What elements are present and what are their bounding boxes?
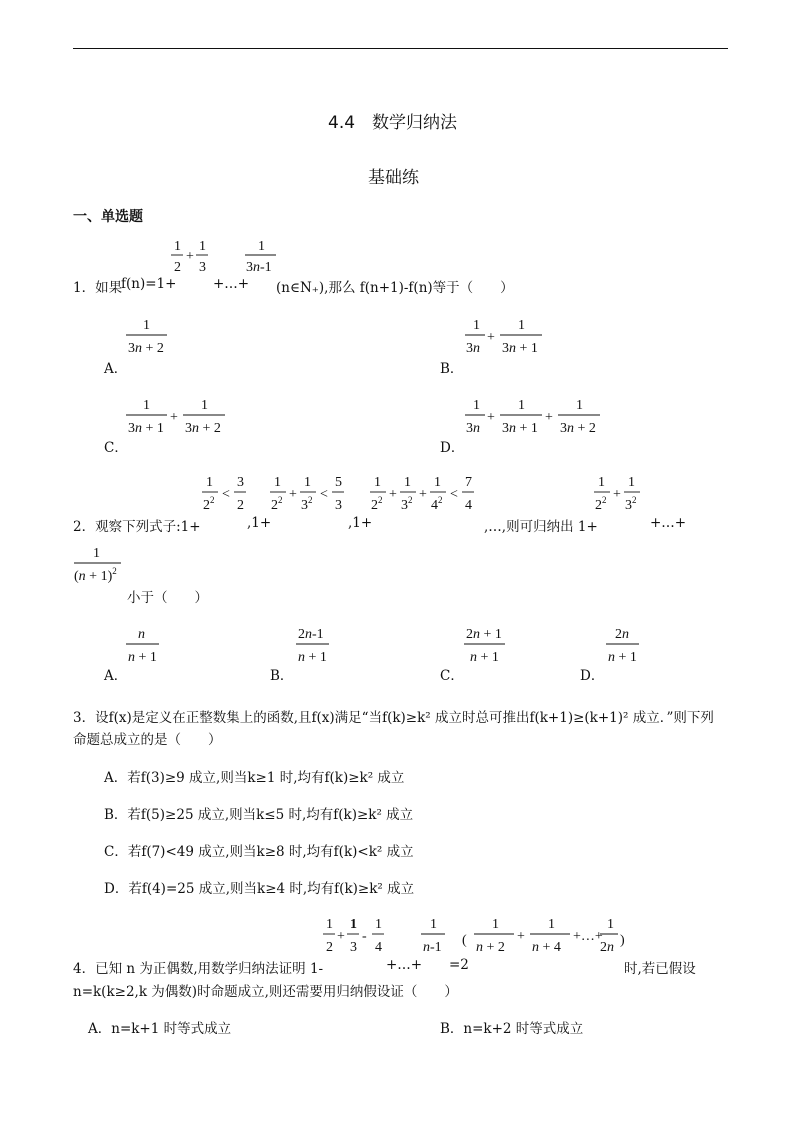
q2-general-term xyxy=(73,543,133,585)
svg-text:1: 1 xyxy=(199,239,206,254)
svg-text:1: 1 xyxy=(143,398,150,413)
svg-text:+: + xyxy=(337,929,345,944)
q3-option-d[interactable]: D．若f(4)=25 成立,则当k≥4 时,均有f(k)≥k² 成立 xyxy=(104,881,415,897)
svg-text:32: $3^2$ xyxy=(401,495,413,513)
q1-option-c-label[interactable]: C． xyxy=(104,440,128,456)
q2-option-c-label[interactable]: C． xyxy=(440,668,464,684)
svg-text:1: 1 xyxy=(473,398,480,413)
svg-text:3n-1: 3n-1 xyxy=(246,260,272,275)
svg-text:1: 1 xyxy=(375,917,382,932)
q1-option-a-fraction xyxy=(125,315,185,357)
svg-text:2n: 2n xyxy=(600,940,614,955)
q2-sum-fraction xyxy=(592,472,652,514)
svg-text:1: 1 xyxy=(473,318,480,333)
svg-text:<: < xyxy=(450,487,458,502)
q2-option-a-fraction xyxy=(125,624,165,666)
q2-option-c-fraction xyxy=(463,624,508,666)
q2-inequality-2 xyxy=(268,472,353,514)
q2-stem: 2．观察下列式子:1+ xyxy=(73,519,201,535)
svg-text:+: + xyxy=(289,487,297,502)
page-title: 4.4 数学归纳法 xyxy=(328,113,458,133)
q1-stem-number: 1．如果 xyxy=(73,280,123,296)
svg-text:+…+: +…+ xyxy=(573,929,603,944)
svg-text:3n + 1: 3n + 1 xyxy=(128,421,164,436)
svg-text:1: 1 xyxy=(598,475,605,490)
svg-text:1: 1 xyxy=(434,475,441,490)
svg-text:n + 1: n + 1 xyxy=(128,650,157,665)
q4-stem-ellipsis: +…+ xyxy=(386,957,423,973)
svg-text:+: + xyxy=(545,410,553,425)
q4-stem-equals: =2 xyxy=(449,957,469,973)
q2-after: 小于（ ） xyxy=(127,590,208,606)
svg-text:1: 1 xyxy=(274,475,281,490)
svg-text:1: 1 xyxy=(258,239,265,254)
svg-text:2: 2 xyxy=(237,498,244,513)
svg-text:2: 2 xyxy=(174,260,181,275)
svg-text:1: 1 xyxy=(518,398,525,413)
svg-text:+: + xyxy=(170,410,178,425)
svg-text:2n + 1: 2n + 1 xyxy=(466,627,502,642)
svg-text:1: 1 xyxy=(304,475,311,490)
q2-separator-3: ,…,则可归纳出 1+ xyxy=(484,519,598,535)
svg-text:22: $2^2$ xyxy=(595,495,607,513)
svg-text:4: 4 xyxy=(465,498,472,513)
q1-option-a-label[interactable]: A． xyxy=(104,361,128,377)
svg-text:1: 1 xyxy=(576,398,583,413)
q2-option-d-fraction xyxy=(605,624,645,666)
q2-option-b-fraction xyxy=(295,624,335,666)
q4-stem-bracket-sum xyxy=(462,908,632,958)
svg-text:1: 1 xyxy=(350,917,357,932)
q1-stem-ellipsis: +…+ xyxy=(213,276,250,292)
q4-stem-last-term xyxy=(420,914,450,956)
svg-text:42: $4^2$ xyxy=(431,495,443,513)
svg-text:22: $2^2$ xyxy=(203,495,215,513)
svg-text:1: 1 xyxy=(518,318,525,333)
svg-text:+: + xyxy=(487,330,495,345)
q1-stem-fraction-half-third xyxy=(168,236,218,276)
q1-stem-condition: (n∈N₊),那么 f(n+1)-f(n)等于（ ） xyxy=(276,280,514,296)
svg-text:32: $3^2$ xyxy=(625,495,637,513)
svg-text:1: 1 xyxy=(548,917,555,932)
q1-option-d-label[interactable]: D． xyxy=(440,440,465,456)
svg-text:22: $2^2$ xyxy=(371,495,383,513)
svg-text:3n + 2: 3n + 2 xyxy=(128,341,164,356)
q2-option-b-label[interactable]: B． xyxy=(270,668,294,684)
svg-text:3: 3 xyxy=(350,940,357,955)
svg-text:(n + 1)2: $(n + 1)^2$ xyxy=(74,566,117,584)
svg-text:n + 4: n + 4 xyxy=(532,940,561,955)
svg-text:3: 3 xyxy=(199,260,206,275)
svg-text:n + 1: n + 1 xyxy=(470,650,499,665)
svg-text:): ) xyxy=(620,933,625,948)
q2-option-a-label[interactable]: A． xyxy=(104,668,128,684)
svg-text:4: 4 xyxy=(375,940,382,955)
svg-text:7: 7 xyxy=(465,475,472,490)
svg-text:+: + xyxy=(419,487,427,502)
svg-text:2n-1: 2n-1 xyxy=(298,627,324,642)
svg-text:+: + xyxy=(186,249,194,264)
svg-text:3: 3 xyxy=(335,498,342,513)
q4-stem-suffix: 时,若已假设 xyxy=(624,961,696,977)
svg-text:1: 1 xyxy=(201,398,208,413)
q2-inequality-3 xyxy=(368,472,483,514)
section-heading: 一、单选题 xyxy=(73,209,143,225)
svg-text:1: 1 xyxy=(628,475,635,490)
svg-text:+: + xyxy=(517,929,525,944)
q1-option-c-fraction xyxy=(125,395,235,437)
svg-text:1: 1 xyxy=(492,917,499,932)
svg-text:1: 1 xyxy=(326,917,333,932)
svg-text:3: 3 xyxy=(237,475,244,490)
q3-option-c[interactable]: C．若f(7)<49 成立,则当k≥8 时,均有f(k)<k² 成立 xyxy=(104,844,414,860)
svg-text:3n + 1: 3n + 1 xyxy=(502,421,538,436)
svg-text:1: 1 xyxy=(206,475,213,490)
q2-option-d-label[interactable]: D． xyxy=(580,668,605,684)
q2-inequality-1 xyxy=(200,472,260,514)
svg-text:32: $3^2$ xyxy=(301,495,313,513)
q3-option-a[interactable]: A．若f(3)≥9 成立,则当k≥1 时,均有f(k)≥k² 成立 xyxy=(104,770,405,786)
svg-text:2n: 2n xyxy=(615,627,629,642)
svg-text:<: < xyxy=(222,487,230,502)
svg-text:1: 1 xyxy=(607,917,614,932)
svg-text:n + 2: n + 2 xyxy=(476,940,505,955)
svg-text:1: 1 xyxy=(174,239,181,254)
svg-text:-: - xyxy=(362,929,367,944)
q4-option-b[interactable]: B．n=k+2 时等式成立 xyxy=(440,1021,584,1037)
svg-text:n: n xyxy=(138,627,145,642)
svg-text:1: 1 xyxy=(93,546,100,561)
q2-separator-2: ,1+ xyxy=(348,515,373,531)
svg-text:+: + xyxy=(389,487,397,502)
svg-text:+: + xyxy=(487,410,495,425)
svg-text:1: 1 xyxy=(143,318,150,333)
svg-text:<: < xyxy=(320,487,328,502)
q1-stem-fraction-last xyxy=(244,236,284,276)
svg-text:n-1: n-1 xyxy=(423,940,442,955)
top-rule xyxy=(73,48,728,49)
q2-tail: +…+ xyxy=(650,515,687,531)
svg-text:3n + 2: 3n + 2 xyxy=(560,421,596,436)
q2-separator-1: ,1+ xyxy=(247,515,272,531)
svg-text:22: $2^2$ xyxy=(271,495,283,513)
q3-option-b[interactable]: B．若f(5)≥25 成立,则当k≤5 时,均有f(k)≥k² 成立 xyxy=(104,807,414,823)
svg-text:2: 2 xyxy=(326,940,333,955)
svg-text:3n: 3n xyxy=(466,341,480,356)
q4-stem-fractions xyxy=(320,914,392,956)
svg-text:n + 1: n + 1 xyxy=(298,650,327,665)
q1-option-d-fraction xyxy=(464,395,604,437)
svg-text:1: 1 xyxy=(404,475,411,490)
q1-option-b-label[interactable]: B． xyxy=(440,361,464,377)
svg-text:(: ( xyxy=(462,933,467,948)
q4-stem-prefix: 4．已知 n 为正偶数,用数学归纳法证明 1- xyxy=(73,961,324,977)
svg-text:5: 5 xyxy=(335,475,342,490)
svg-text:n + 1: n + 1 xyxy=(608,650,637,665)
q4-option-a[interactable]: A．n=k+1 时等式成立 xyxy=(88,1021,232,1037)
q3-stem-line-1: 3．设f(x)是定义在正整数集上的函数,且f(x)满足“当f(k)≥k² 成立时总可推出f(k+1)≥(k+1)² 成立．”则下列 xyxy=(73,710,714,726)
svg-text:3n: 3n xyxy=(466,421,480,436)
svg-text:+: + xyxy=(613,487,621,502)
page-subtitle: 基础练 xyxy=(368,168,419,188)
q1-stem-function: f(n)=1+ xyxy=(121,276,177,292)
q1-option-b-fraction xyxy=(464,315,554,357)
svg-text:3n + 1: 3n + 1 xyxy=(502,341,538,356)
q3-stem-line-2: 命题总成立的是（ ） xyxy=(73,732,222,748)
svg-text:3n + 2: 3n + 2 xyxy=(185,421,221,436)
q4-stem-line-2: n=k(k≥2,k 为偶数)时命题成立,则还需要用归纳假设证（ ） xyxy=(73,984,458,1000)
svg-text:1: 1 xyxy=(374,475,381,490)
svg-text:1: 1 xyxy=(430,917,437,932)
